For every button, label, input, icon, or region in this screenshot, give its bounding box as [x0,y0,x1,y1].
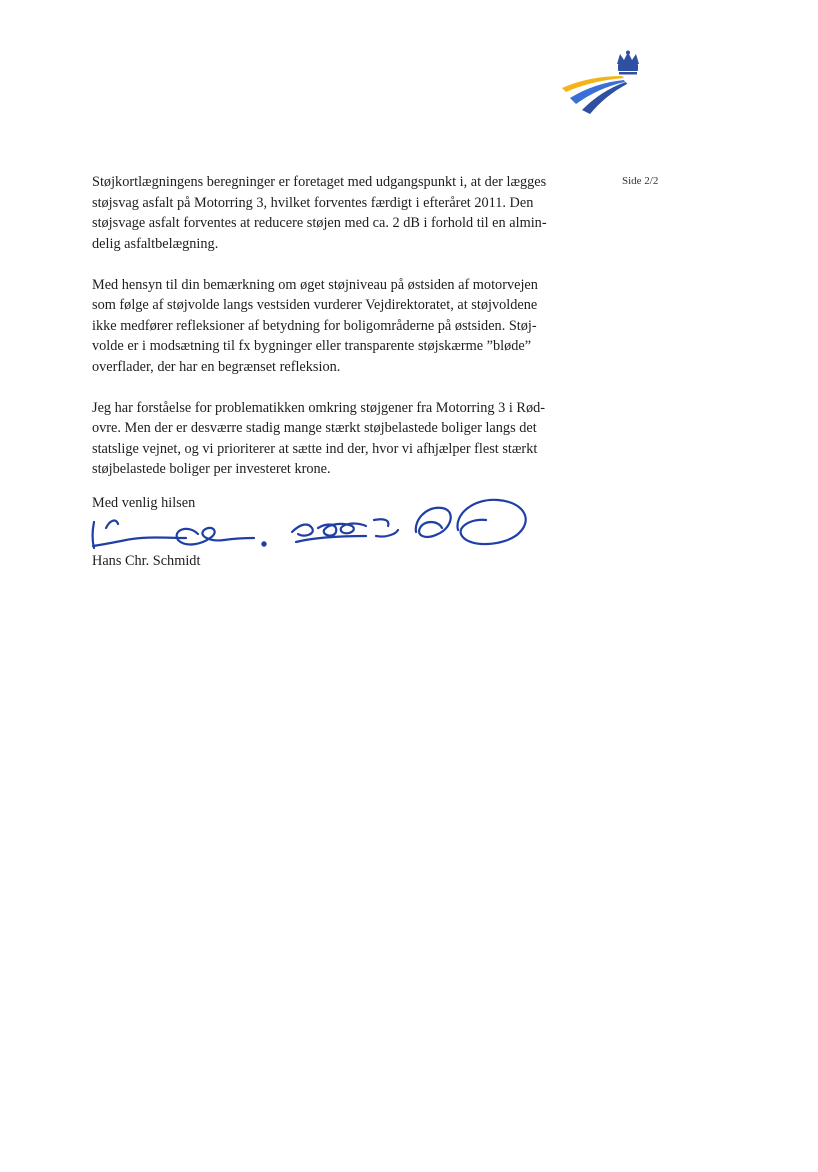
text-line: Med hensyn til din bemærkning om øget støjniveau på østsiden af motorvejen [92,276,538,293]
paragraph-asphalt [92,172,612,254]
vejdirektoratet-logo [560,50,644,116]
text-line: ikke medfører refleksioner af betydning for boligområderne på østsiden. Støj- [92,317,537,334]
text-line: støjsvage asfalt forventes at reducere støjen med ca. 2 dB i forhold til en almin- [92,215,547,231]
text-line: som følge af støjvolde langs vestsiden vurderer Vejdirektoratet, at støjvoldene [92,297,538,313]
text-line: statslige vejnet, og vi prioriterer at sætte ind der, hvor vi afhjælper flest stærkt [92,440,538,457]
signature-icon [86,484,536,556]
signer-name: Hans Chr. Schmidt [92,553,201,569]
paragraph-noise-walls [92,275,612,378]
page-number: Side 2/2 [622,175,659,187]
text-line: støjsvag asfalt på Motorring 3, hvilket forventes færdigt i efteråret 2011. Den [92,194,534,211]
text-line: overflader, der har en begrænset refleksion. [92,358,341,375]
text-line: delig asfaltbelægning. [92,235,219,252]
text-line: volde er i modsætning til fx bygninger eller transparente støjskærme ”bløde” [92,338,532,354]
text-line: Støjkortlægningens beregninger er foretaget med udgangspunkt i, at der lægges [92,174,547,190]
crown-icon [617,51,639,75]
paragraph-priorities [92,398,612,480]
text-line: støjbelastede boliger per investeret krone. [92,461,331,477]
closing-greeting: Med venlig hilsen [92,495,196,511]
letter-body [92,172,612,500]
text-line: Jeg har forståelse for problematikken omkring støjgener fra Motorring 3 i Rød- [92,399,546,416]
text-line: ovre. Men der er desværre stadig mange stærkt støjbelastede boliger langs det [92,420,537,436]
